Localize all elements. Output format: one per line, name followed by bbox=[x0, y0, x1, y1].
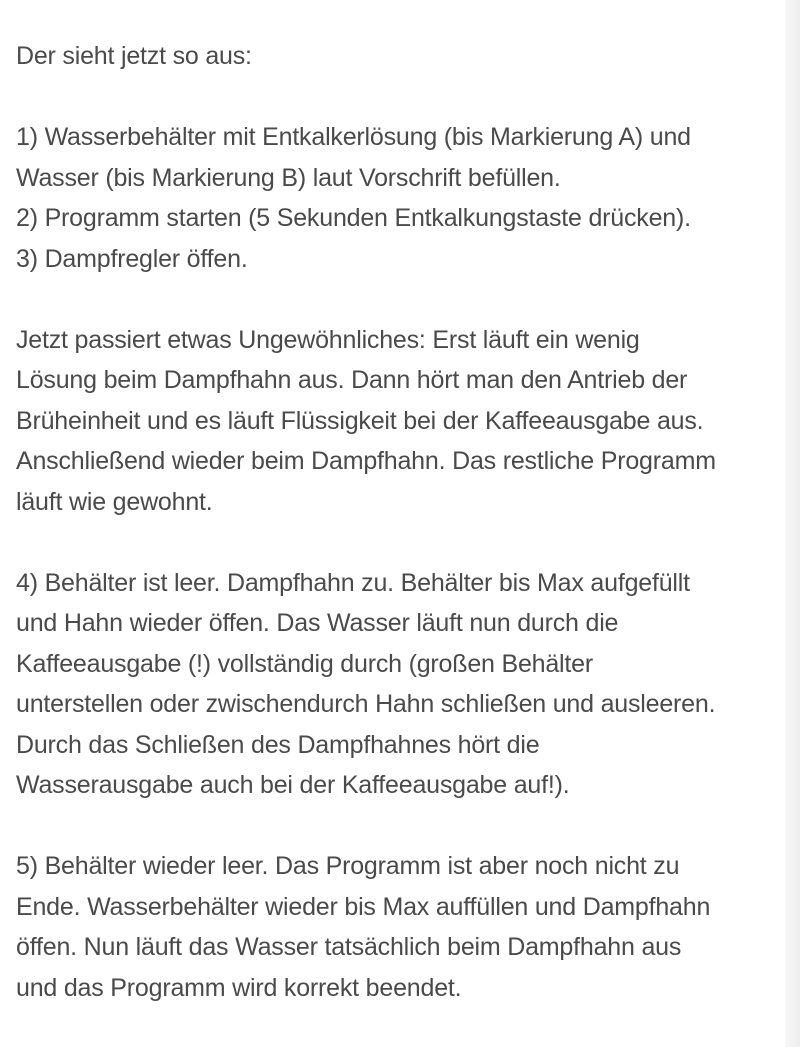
text-line: Wasser (bis Markierung B) laut Vorschrift befüllen. bbox=[16, 163, 561, 192]
text-line: Ende. Wasserbehälter wieder bis Max auffüllen und Dampfhahn bbox=[16, 892, 711, 921]
text-line: Anschließend wieder beim Dampfhahn. Das restliche Programm bbox=[16, 447, 716, 475]
step-5-paragraph bbox=[16, 846, 786, 1008]
paragraph-gap bbox=[16, 806, 786, 847]
step-4-paragraph bbox=[16, 563, 786, 806]
text-line: Lösung beim Dampfhahn aus. Dann hört man den Antrieb der bbox=[16, 366, 688, 394]
text-line: 5) Behälter wieder leer. Das Programm ist aber noch nicht zu bbox=[16, 852, 680, 880]
text-line: und das Programm wird korrekt beendet. bbox=[16, 973, 462, 1002]
paragraph-gap bbox=[16, 279, 786, 320]
text-line: Kaffeeausgabe (!) vollständig durch (großen Behälter bbox=[16, 649, 593, 678]
text-line: 3) Dampfregler öffen. bbox=[16, 244, 248, 273]
text-line: unterstellen oder zwischendurch Hahn schließen und ausleeren. bbox=[16, 690, 716, 718]
intro-line: Der sieht jetzt so aus: bbox=[16, 42, 252, 70]
text-line: Jetzt passiert etwas Ungewöhnliches: Erst läuft ein wenig bbox=[16, 325, 640, 354]
text-line: und Hahn wieder öffen. Das Wasser läuft nun durch die bbox=[16, 609, 619, 637]
text-line: öffen. Nun läuft das Wasser tatsächlich beim Dampfhahn aus bbox=[16, 933, 682, 961]
intro-paragraph bbox=[16, 36, 786, 77]
post-text bbox=[16, 36, 786, 1008]
text-line: Durch das Schließen des Dampfhahnes hört die bbox=[16, 730, 540, 759]
text-line: Wasserausgabe auch bei der Kaffeeausgabe auf!). bbox=[16, 771, 570, 799]
text-line: 1) Wasserbehälter mit Entkalkerlösung (bis Markierung A) und bbox=[16, 123, 691, 151]
paragraph-gap bbox=[16, 77, 786, 118]
text-line: 4) Behälter ist leer. Dampfhahn zu. Behälter bis Max aufgefüllt bbox=[16, 568, 690, 597]
paragraph-gap bbox=[16, 522, 786, 563]
steps-1-3-paragraph bbox=[16, 117, 786, 279]
text-line: 2) Programm starten (5 Sekunden Entkalkungstaste drücken). bbox=[16, 204, 691, 232]
observation-paragraph bbox=[16, 320, 786, 523]
scrollbar-track[interactable] bbox=[785, 0, 800, 1047]
text-line: Brüheinheit und es läuft Flüssigkeit bei der Kaffeeausgabe aus. bbox=[16, 406, 704, 435]
text-line: läuft wie gewohnt. bbox=[16, 487, 213, 516]
